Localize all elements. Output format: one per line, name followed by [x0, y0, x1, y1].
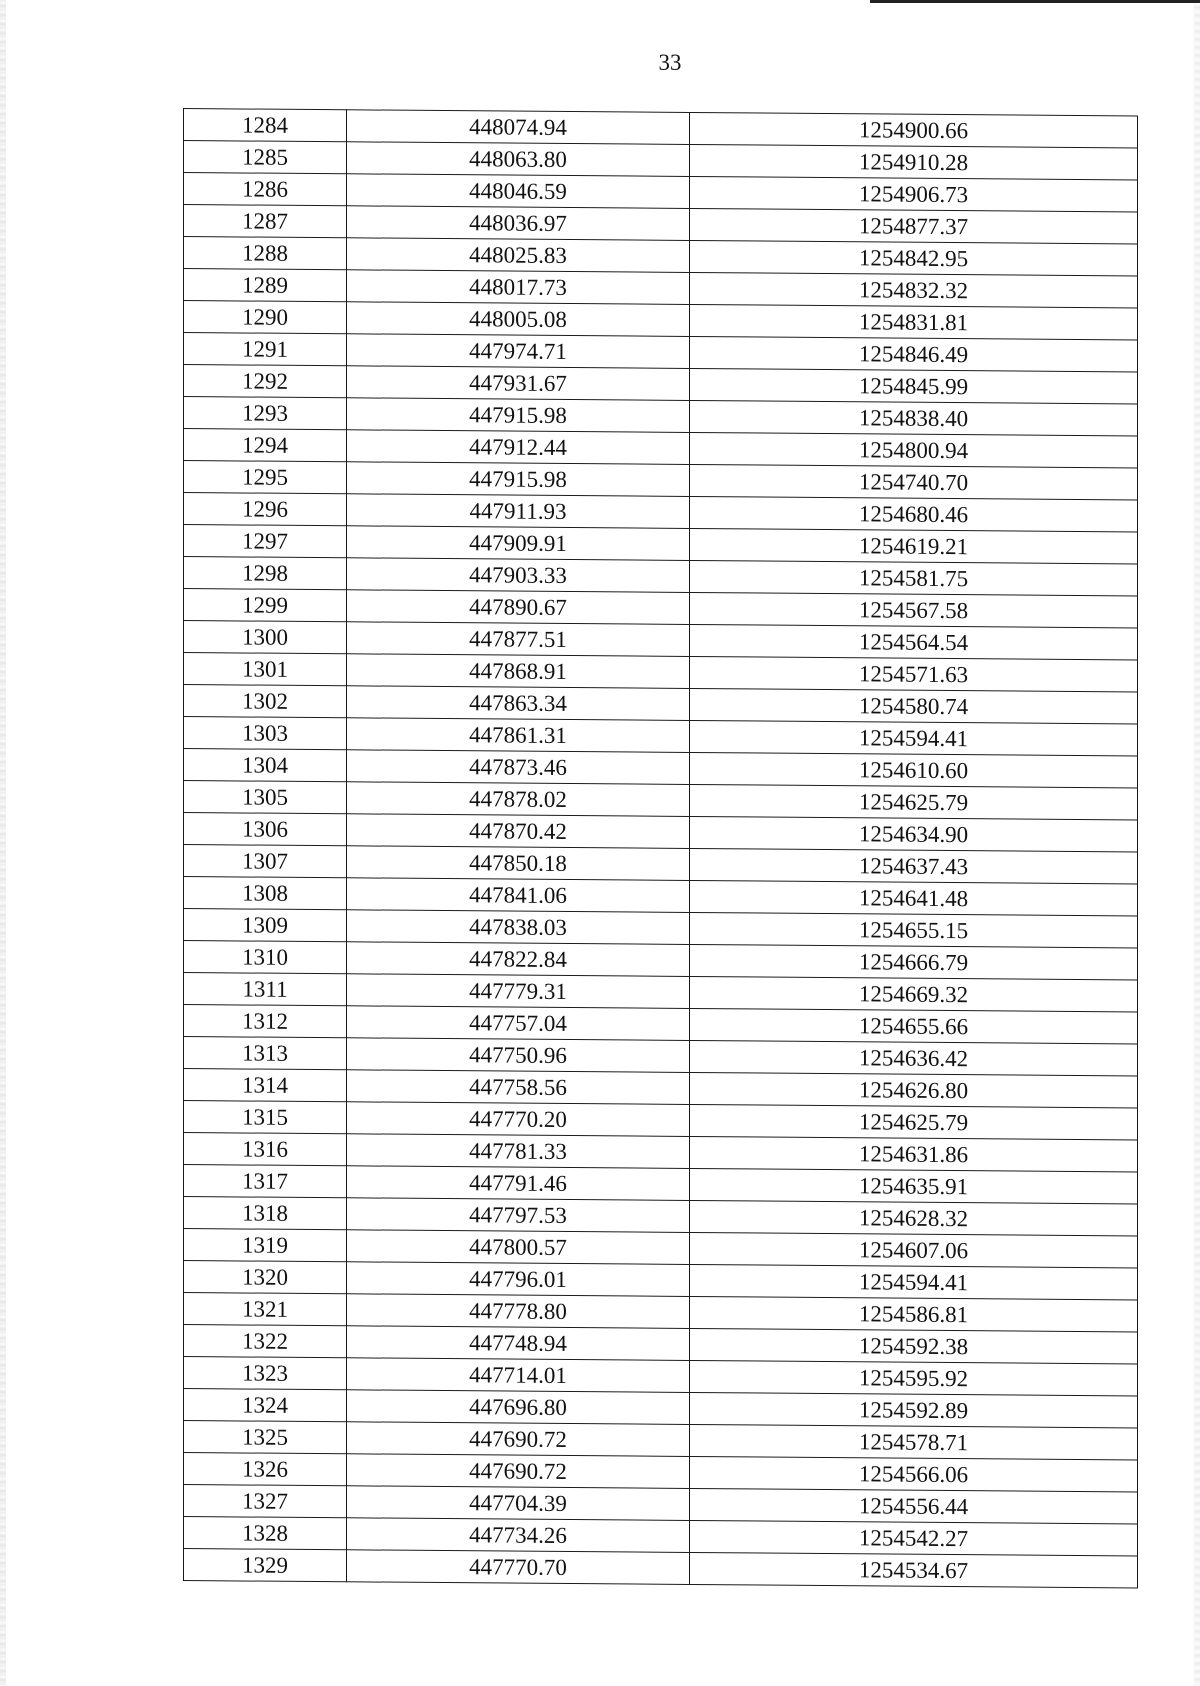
- y-coordinate-cell: 1254610.60: [690, 752, 1138, 788]
- point-number-cell: 1294: [184, 429, 347, 462]
- point-number-cell: 1303: [184, 717, 347, 750]
- point-number-cell: 1297: [184, 525, 347, 558]
- y-coordinate-cell: 1254900.66: [690, 112, 1138, 148]
- x-coordinate-cell: 448074.94: [347, 110, 690, 145]
- x-coordinate-cell: 447850.18: [347, 846, 690, 881]
- point-number-cell: 1290: [184, 301, 347, 334]
- point-number-cell: 1318: [184, 1197, 347, 1230]
- y-coordinate-cell: 1254846.49: [690, 336, 1138, 372]
- y-coordinate-cell: 1254564.54: [690, 624, 1138, 660]
- x-coordinate-cell: 447779.31: [347, 974, 690, 1009]
- point-number-cell: 1323: [184, 1357, 347, 1390]
- point-number-cell: 1306: [184, 813, 347, 846]
- x-coordinate-cell: 447696.80: [347, 1390, 690, 1425]
- y-coordinate-cell: 1254607.06: [690, 1232, 1138, 1268]
- y-coordinate-cell: 1254534.67: [690, 1552, 1138, 1588]
- y-coordinate-cell: 1254592.38: [690, 1328, 1138, 1364]
- x-coordinate-cell: 447714.01: [347, 1358, 690, 1393]
- x-coordinate-cell: 447878.02: [347, 782, 690, 817]
- x-coordinate-cell: 447912.44: [347, 430, 690, 465]
- x-coordinate-cell: 447915.98: [347, 398, 690, 433]
- x-coordinate-cell: 447915.98: [347, 462, 690, 497]
- point-number-cell: 1299: [184, 589, 347, 622]
- x-coordinate-cell: 447781.33: [347, 1134, 690, 1169]
- point-number-cell: 1298: [184, 557, 347, 590]
- x-coordinate-cell: 447758.56: [347, 1070, 690, 1105]
- y-coordinate-cell: 1254832.32: [690, 272, 1138, 308]
- x-coordinate-cell: 447870.42: [347, 814, 690, 849]
- x-coordinate-cell: 447770.70: [347, 1550, 690, 1585]
- y-coordinate-cell: 1254680.46: [690, 496, 1138, 532]
- y-coordinate-cell: 1254625.79: [690, 1104, 1138, 1140]
- point-number-cell: 1319: [184, 1229, 347, 1262]
- x-coordinate-cell: 447796.01: [347, 1262, 690, 1297]
- y-coordinate-cell: 1254906.73: [690, 176, 1138, 212]
- y-coordinate-cell: 1254595.92: [690, 1360, 1138, 1396]
- y-coordinate-cell: 1254838.40: [690, 400, 1138, 436]
- x-coordinate-cell: 447868.91: [347, 654, 690, 689]
- x-coordinate-cell: 447791.46: [347, 1166, 690, 1201]
- point-number-cell: 1328: [184, 1517, 347, 1550]
- y-coordinate-cell: 1254581.75: [690, 560, 1138, 596]
- top-rule: [870, 0, 1200, 3]
- point-number-cell: 1284: [184, 109, 347, 142]
- x-coordinate-cell: 447770.20: [347, 1102, 690, 1137]
- x-coordinate-cell: 448017.73: [347, 270, 690, 305]
- y-coordinate-cell: 1254740.70: [690, 464, 1138, 500]
- x-coordinate-cell: 447800.57: [347, 1230, 690, 1265]
- x-coordinate-cell: 448025.83: [347, 238, 690, 273]
- y-coordinate-cell: 1254845.99: [690, 368, 1138, 404]
- y-coordinate-cell: 1254567.58: [690, 592, 1138, 628]
- y-coordinate-cell: 1254631.86: [690, 1136, 1138, 1172]
- x-coordinate-cell: 447911.93: [347, 494, 690, 529]
- x-coordinate-cell: 447822.84: [347, 942, 690, 977]
- y-coordinate-cell: 1254842.95: [690, 240, 1138, 276]
- x-coordinate-cell: 447734.26: [347, 1518, 690, 1553]
- point-number-cell: 1289: [184, 269, 347, 302]
- point-number-cell: 1325: [184, 1421, 347, 1454]
- point-number-cell: 1324: [184, 1389, 347, 1422]
- x-coordinate-cell: 447750.96: [347, 1038, 690, 1073]
- point-number-cell: 1287: [184, 205, 347, 238]
- y-coordinate-cell: 1254578.71: [690, 1424, 1138, 1460]
- point-number-cell: 1295: [184, 461, 347, 494]
- point-number-cell: 1314: [184, 1069, 347, 1102]
- y-coordinate-cell: 1254594.41: [690, 720, 1138, 756]
- point-number-cell: 1285: [184, 141, 347, 174]
- y-coordinate-cell: 1254626.80: [690, 1072, 1138, 1108]
- point-number-cell: 1291: [184, 333, 347, 366]
- x-coordinate-cell: 447890.67: [347, 590, 690, 625]
- x-coordinate-cell: 447778.80: [347, 1294, 690, 1329]
- point-number-cell: 1286: [184, 173, 347, 206]
- x-coordinate-cell: 448036.97: [347, 206, 690, 241]
- scan-left-edge: [0, 0, 6, 1686]
- y-coordinate-cell: 1254641.48: [690, 880, 1138, 916]
- x-coordinate-cell: 447931.67: [347, 366, 690, 401]
- y-coordinate-cell: 1254580.74: [690, 688, 1138, 724]
- x-coordinate-cell: 448063.80: [347, 142, 690, 177]
- point-number-cell: 1322: [184, 1325, 347, 1358]
- point-number-cell: 1302: [184, 685, 347, 718]
- point-number-cell: 1315: [184, 1101, 347, 1134]
- y-coordinate-cell: 1254877.37: [690, 208, 1138, 244]
- x-coordinate-cell: 447838.03: [347, 910, 690, 945]
- y-coordinate-cell: 1254636.42: [690, 1040, 1138, 1076]
- y-coordinate-cell: 1254910.28: [690, 144, 1138, 180]
- x-coordinate-cell: 447877.51: [347, 622, 690, 657]
- point-number-cell: 1310: [184, 941, 347, 974]
- point-number-cell: 1307: [184, 845, 347, 878]
- y-coordinate-cell: 1254571.63: [690, 656, 1138, 692]
- point-number-cell: 1288: [184, 237, 347, 270]
- x-coordinate-cell: 447757.04: [347, 1006, 690, 1041]
- x-coordinate-cell: 447797.53: [347, 1198, 690, 1233]
- x-coordinate-cell: 447841.06: [347, 878, 690, 913]
- coordinates-table: [183, 108, 1138, 1589]
- point-number-cell: 1308: [184, 877, 347, 910]
- x-coordinate-cell: 448046.59: [347, 174, 690, 209]
- x-coordinate-cell: 447909.91: [347, 526, 690, 561]
- point-number-cell: 1312: [184, 1005, 347, 1038]
- point-number-cell: 1292: [184, 365, 347, 398]
- x-coordinate-cell: 447974.71: [347, 334, 690, 369]
- y-coordinate-cell: 1254542.27: [690, 1520, 1138, 1556]
- point-number-cell: 1304: [184, 749, 347, 782]
- y-coordinate-cell: 1254566.06: [690, 1456, 1138, 1492]
- x-coordinate-cell: 447903.33: [347, 558, 690, 593]
- y-coordinate-cell: 1254628.32: [690, 1200, 1138, 1236]
- y-coordinate-cell: 1254637.43: [690, 848, 1138, 884]
- point-number-cell: 1296: [184, 493, 347, 526]
- y-coordinate-cell: 1254592.89: [690, 1392, 1138, 1428]
- point-number-cell: 1301: [184, 653, 347, 686]
- y-coordinate-cell: 1254625.79: [690, 784, 1138, 820]
- page-number: 33: [658, 50, 682, 75]
- y-coordinate-cell: 1254666.79: [690, 944, 1138, 980]
- point-number-cell: 1326: [184, 1453, 347, 1486]
- point-number-cell: 1321: [184, 1293, 347, 1326]
- x-coordinate-cell: 447690.72: [347, 1454, 690, 1489]
- x-coordinate-cell: 448005.08: [347, 302, 690, 337]
- y-coordinate-cell: 1254586.81: [690, 1296, 1138, 1332]
- x-coordinate-cell: 447863.34: [347, 686, 690, 721]
- point-number-cell: 1300: [184, 621, 347, 654]
- point-number-cell: 1293: [184, 397, 347, 430]
- x-coordinate-cell: 447861.31: [347, 718, 690, 753]
- scan-right-edge: [1194, 0, 1200, 1686]
- y-coordinate-cell: 1254669.32: [690, 976, 1138, 1012]
- y-coordinate-cell: 1254635.91: [690, 1168, 1138, 1204]
- point-number-cell: 1329: [184, 1549, 347, 1582]
- coordinates-table-wrapper: [183, 108, 1136, 1588]
- y-coordinate-cell: 1254655.66: [690, 1008, 1138, 1044]
- x-coordinate-cell: 447873.46: [347, 750, 690, 785]
- point-number-cell: 1320: [184, 1261, 347, 1294]
- y-coordinate-cell: 1254594.41: [690, 1264, 1138, 1300]
- y-coordinate-cell: 1254634.90: [690, 816, 1138, 852]
- y-coordinate-cell: 1254619.21: [690, 528, 1138, 564]
- x-coordinate-cell: 447748.94: [347, 1326, 690, 1361]
- y-coordinate-cell: 1254831.81: [690, 304, 1138, 340]
- x-coordinate-cell: 447690.72: [347, 1422, 690, 1457]
- table-row: [184, 1549, 1138, 1588]
- point-number-cell: 1316: [184, 1133, 347, 1166]
- y-coordinate-cell: 1254800.94: [690, 432, 1138, 468]
- point-number-cell: 1327: [184, 1485, 347, 1518]
- point-number-cell: 1305: [184, 781, 347, 814]
- y-coordinate-cell: 1254556.44: [690, 1488, 1138, 1524]
- y-coordinate-cell: 1254655.15: [690, 912, 1138, 948]
- x-coordinate-cell: 447704.39: [347, 1486, 690, 1521]
- point-number-cell: 1313: [184, 1037, 347, 1070]
- point-number-cell: 1311: [184, 973, 347, 1006]
- point-number-cell: 1317: [184, 1165, 347, 1198]
- point-number-cell: 1309: [184, 909, 347, 942]
- coordinates-table-body: [184, 109, 1138, 1588]
